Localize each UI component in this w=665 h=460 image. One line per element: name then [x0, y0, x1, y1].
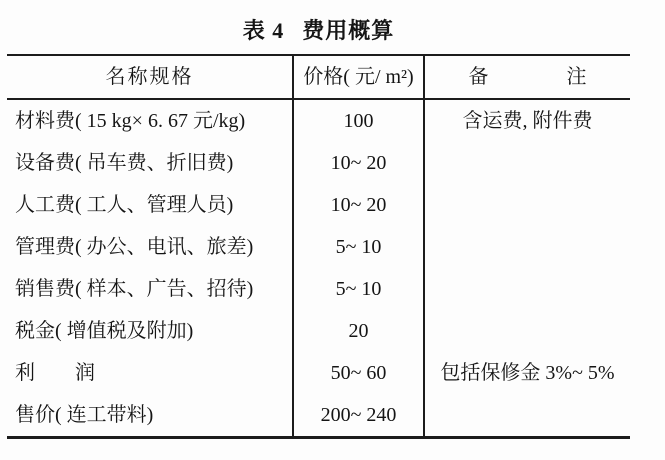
remark-cell — [425, 268, 630, 310]
item-name-cell: 利 润 — [15, 362, 95, 384]
table-row — [7, 226, 630, 268]
table-number: 表 4 — [242, 18, 285, 43]
remark-cell — [425, 310, 630, 352]
item-name-cell: 售价( 连工带料) — [15, 404, 154, 426]
remark-header-right-char: 注 — [566, 66, 587, 88]
item-name-cell: 税金( 增值税及附加) — [15, 320, 194, 342]
price-cell: 10~ 20 — [292, 184, 425, 226]
table-row — [7, 394, 630, 436]
table-header-row — [7, 56, 630, 100]
table-row — [7, 100, 630, 142]
remark-cell: 包括保修金 3%~ 5% — [440, 362, 615, 384]
price-cell: 50~ 60 — [292, 352, 425, 394]
table-row — [7, 142, 630, 184]
table-row — [7, 268, 630, 310]
item-name-cell: 人工费( 工人、管理人员) — [15, 194, 234, 216]
table-title-text: 费用概算 — [302, 18, 395, 43]
remark-cell — [425, 184, 630, 226]
table-row — [7, 352, 630, 394]
remark-cell — [425, 226, 630, 268]
remark-cell: 含运费, 附件费 — [462, 110, 593, 132]
column-header-name: 名称规格 — [105, 66, 194, 88]
table-row — [7, 184, 630, 226]
remark-cell — [425, 142, 630, 184]
price-cell: 10~ 20 — [292, 142, 425, 184]
price-cell: 5~ 10 — [292, 268, 425, 310]
column-header-remark — [425, 56, 630, 98]
item-name-cell: 管理费( 办公、电讯、旅差) — [15, 236, 254, 258]
price-cell: 20 — [292, 310, 425, 352]
remark-cell — [425, 394, 630, 436]
item-name-cell: 销售费( 样本、广告、招待) — [15, 278, 254, 300]
price-cell: 5~ 10 — [292, 226, 425, 268]
price-cell: 200~ 240 — [292, 394, 425, 436]
remark-header-left-char: 备 — [468, 66, 489, 88]
item-name-cell: 材料费( 15 kg× 6. 67 元/kg) — [15, 110, 246, 132]
item-name-cell: 设备费( 吊车费、折旧费) — [15, 152, 234, 174]
table-title — [7, 14, 630, 45]
price-cell: 100 — [292, 100, 425, 142]
table-row — [7, 310, 630, 352]
cost-estimate-table — [7, 54, 630, 439]
table-body — [7, 100, 630, 436]
column-header-price: 价格( 元/ m²) — [292, 56, 425, 98]
